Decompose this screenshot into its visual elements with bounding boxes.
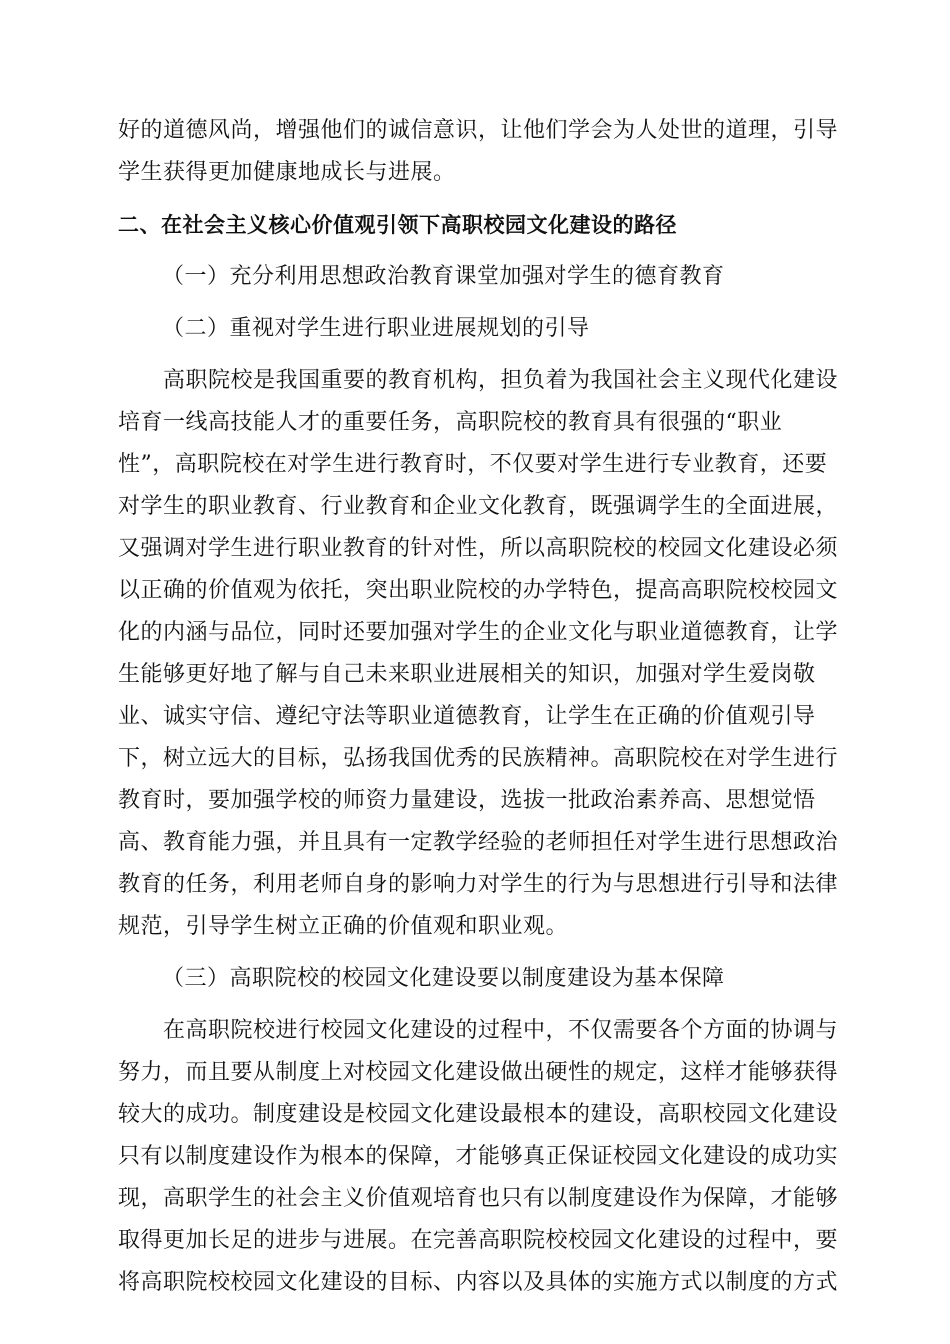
subsection-3-heading: （三）高职院校的校园文化建设要以制度建设为基本保障 <box>162 966 725 991</box>
paragraph-line: 努力，而且要从制度上对校园文化建设做出硬性的规定，这样才能够获得 <box>118 1060 839 1085</box>
paragraph-line: 性”，高职院校在对学生进行教育时，不仅要对学生进行专业教育，还要 <box>118 452 828 477</box>
intro-line-2: 学生获得更加健康地成长与进展。 <box>118 160 456 185</box>
paragraph-line: 教育时，要加强学校的师资力量建设，选拔一批政治素养高、思想觉悟 <box>118 788 816 813</box>
paragraph-line: 对学生的职业教育、行业教育和企业文化教育，既强调学生的全面进展， <box>118 494 839 519</box>
paragraph-line: 又强调对学生进行职业教育的针对性，所以高职院校的校园文化建设必须 <box>118 536 839 561</box>
paragraph-line: 现，高职学生的社会主义价值观培育也只有以制度建设作为保障，才能够 <box>118 1186 839 1211</box>
paragraph-line: 教育的任务，利用老师自身的影响力对学生的行为与思想进行引导和法律 <box>118 872 839 897</box>
paragraph-line: 将高职院校校园文化建设的目标、内容以及具体的实施方式以制度的方式 <box>118 1270 839 1295</box>
paragraph-line: 高、教育能力强，并且具有一定教学经验的老师担任对学生进行思想政治 <box>118 830 839 855</box>
paragraph-line: 生能够更好地了解与自己未来职业进展相关的知识，加强对学生爱岗敬 <box>118 662 816 687</box>
paragraph-1 <box>118 360 839 948</box>
paragraph-line: 以正确的价值观为依托，突出职业院校的办学特色，提高高职院校校园文 <box>118 578 839 603</box>
subsection-2-heading: （二）重视对学生进行职业进展规划的引导 <box>162 316 590 341</box>
paragraph-line: 化的内涵与品位，同时还要加强对学生的企业文化与职业道德教育，让学 <box>118 620 839 645</box>
document-page <box>118 110 839 1304</box>
paragraph-line: 培育一线高技能人才的重要任务，高职院校的教育具有很强的“职业 <box>118 410 783 435</box>
paragraph-line: 取得更加长足的进步与进展。在完善高职院校校园文化建设的过程中，要 <box>118 1228 839 1253</box>
paragraph-line: 规范，引导学生树立正确的价值观和职业观。 <box>118 914 569 939</box>
paragraph-line: 在高职院校进行校园文化建设的过程中，不仅需要各个方面的协调与 <box>118 1018 839 1043</box>
section-2-heading: 二、在社会主义核心价值观引领下高职校园文化建设的路径 <box>118 213 677 237</box>
paragraph-line: 下，树立远大的目标，弘扬我国优秀的民族精神。高职院校在对学生进行 <box>118 746 839 771</box>
paragraph-line: 只有以制度建设作为根本的保障，才能够真正保证校园文化建设的成功实 <box>118 1144 839 1169</box>
subsection-1-heading: （一）充分利用思想政治教育课堂加强对学生的德育教育 <box>162 264 725 289</box>
paragraph-line: 高职院校是我国重要的教育机构，担负着为我国社会主义现代化建设 <box>118 368 839 393</box>
intro-line-1: 好的道德风尚，增强他们的诚信意识，让他们学会为人处世的道理，引导 <box>118 118 839 143</box>
paragraph-line: 业、诚实守信、遵纪守法等职业道德教育，让学生在正确的价值观引导 <box>118 704 816 729</box>
paragraph-2 <box>118 1010 839 1304</box>
paragraph-line: 较大的成功。制度建设是校园文化建设最根本的建设，高职校园文化建设 <box>118 1102 839 1127</box>
